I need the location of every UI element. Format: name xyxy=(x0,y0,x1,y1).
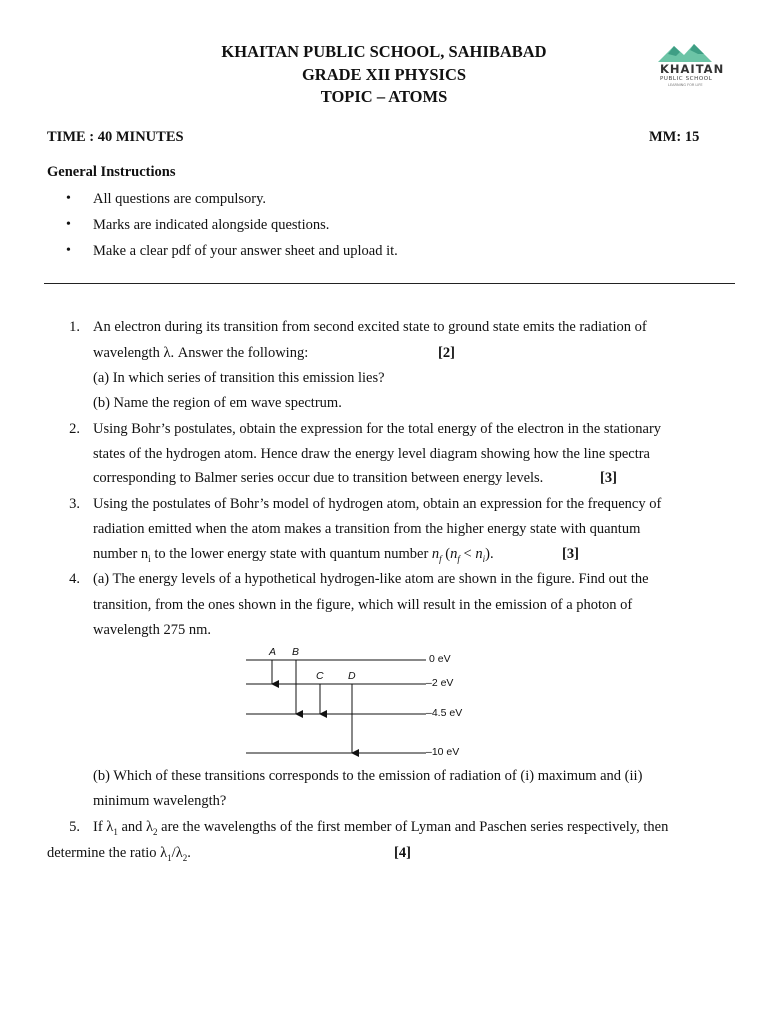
question-number: 5. xyxy=(69,819,80,835)
text: If λ xyxy=(93,819,114,835)
level-label-2: –4.5 eV xyxy=(426,707,463,719)
school-name: KHAITAN PUBLIC SCHOOL, SAHIBABAD xyxy=(221,42,547,61)
instructions-title: General Instructions xyxy=(47,164,176,180)
transition-label-d: D xyxy=(348,670,356,682)
q1-line-2: wavelength λ. Answer the following: xyxy=(93,345,309,361)
subscript: f xyxy=(439,553,442,564)
instruction-item: All questions are compulsory. xyxy=(93,191,267,207)
text: . xyxy=(187,845,191,861)
instruction-item: Marks are indicated alongside questions. xyxy=(93,217,330,233)
text: determine the ratio λ xyxy=(47,845,168,861)
subscript: 2 xyxy=(153,826,158,837)
q3-line-1: Using the postulates of Bohr’s model of hydrogen atom, obtain an expression for the frequency of xyxy=(93,496,662,512)
text: to the lower energy state with quantum number xyxy=(150,546,432,562)
q2-marks: [3] xyxy=(600,470,617,486)
logo-tagline: LEARNING FOR LIFE xyxy=(668,83,703,87)
grade-title: GRADE XII PHYSICS xyxy=(301,65,467,84)
text: ). xyxy=(485,546,494,562)
mountain-icon xyxy=(656,42,722,64)
instruction-item: Make a clear pdf of your answer sheet and upload it. xyxy=(93,243,398,259)
level-label-1: –2 eV xyxy=(426,677,454,689)
subscript: 1 xyxy=(167,852,172,863)
bullet-icon: • xyxy=(66,217,71,232)
q4-line-3: wavelength 275 nm. xyxy=(93,622,211,638)
q3-line-2: radiation emitted when the atom makes a transition from the higher energy state with quantum xyxy=(93,521,641,537)
q5-line-2 xyxy=(47,845,191,863)
q5-line-1 xyxy=(93,819,668,837)
bullet-icon: • xyxy=(66,243,71,258)
text: /λ xyxy=(171,845,183,861)
subscript: i xyxy=(148,553,151,564)
q1-marks: [2] xyxy=(438,345,455,361)
symbol: n xyxy=(475,546,483,562)
q4-part-b-2: minimum wavelength? xyxy=(93,793,227,809)
bullet-icon: • xyxy=(66,191,71,206)
q2-line-3: corresponding to Balmer series occur due to transition between energy levels. xyxy=(93,470,544,486)
q4-part-b-1: (b) Which of these transitions corresponds to the emission of radiation of (i) maximum and (ii) xyxy=(93,768,643,784)
topic-title: TOPIC – ATOMS xyxy=(320,87,448,106)
max-marks: MM: 15 xyxy=(649,129,700,145)
text: < xyxy=(459,546,476,562)
transition-label-a: A xyxy=(269,646,277,658)
q4-line-1: (a) The energy levels of a hypothetical hydrogen-like atom are shown in the figure. Find out the xyxy=(93,571,649,587)
symbol: n xyxy=(431,546,440,562)
question-number: 1. xyxy=(69,319,80,335)
logo-name: KHAITAN xyxy=(660,62,725,76)
text: ( xyxy=(441,546,451,562)
question-number: 4. xyxy=(69,571,80,587)
symbol: n xyxy=(450,546,458,562)
school-logo xyxy=(656,42,725,87)
q4-line-2: transition, from the ones shown in the figure, which will result in the emission of a photon of xyxy=(93,597,633,613)
text: are the wavelengths of the first member of Lyman and Paschen series respectively, then xyxy=(157,819,669,835)
exam-time: TIME : 40 MINUTES xyxy=(47,129,184,145)
subscript: 1 xyxy=(113,826,118,837)
transition-label-b: B xyxy=(292,646,300,658)
question-number: 3. xyxy=(69,496,80,512)
level-label-3: –10 eV xyxy=(426,746,460,758)
q1-line-1: An electron during its transition from second excited state to ground state emits the radiation of xyxy=(93,319,647,335)
subscript: i xyxy=(482,553,486,564)
q2-line-1: Using Bohr’s postulates, obtain the expression for the total energy of the electron in the stationary xyxy=(93,421,662,437)
q2-line-2: states of the hydrogen atom. Hence draw the energy level diagram showing how the line spectra xyxy=(93,446,650,462)
divider xyxy=(44,283,735,284)
q1-part-a: (a) In which series of transition this emission lies? xyxy=(93,370,385,386)
q5-marks: [4] xyxy=(394,845,411,861)
subscript: 2 xyxy=(182,852,188,863)
text: and λ xyxy=(117,819,154,835)
q1-part-b: (b) Name the region of em wave spectrum. xyxy=(93,395,342,411)
q3-marks: [3] xyxy=(562,546,579,562)
transition-label-c: C xyxy=(316,670,324,682)
q3-line-3 xyxy=(93,546,494,564)
level-label-0: 0 eV xyxy=(429,653,451,665)
logo-subtitle: PUBLIC SCHOOL xyxy=(660,76,713,82)
question-number: 2. xyxy=(69,421,80,437)
text: number n xyxy=(93,546,149,562)
subscript: f xyxy=(457,553,460,564)
